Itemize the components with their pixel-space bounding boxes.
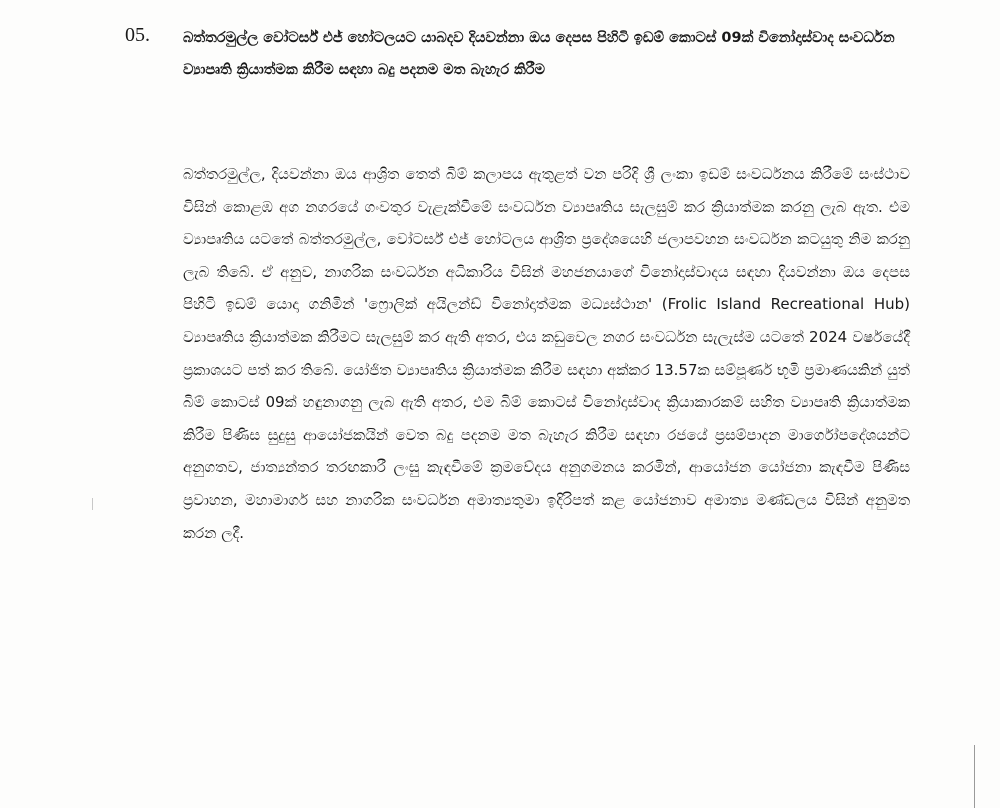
scan-mark: [92, 498, 93, 510]
item-number: 05.: [125, 24, 150, 46]
page-edge-line: [974, 745, 975, 808]
item-heading: බත්තරමුල්ල වෝටර්ස් එජ් හෝටලයට යාබදව දියවන්නා ඔය දෙපස පිහිටි ඉඩම් කොටස් 09ක් විනෝදාස්වාද සංවර්ධන ව්‍යාපෘති ක්‍රියාත්මක කිරීම සඳහා බදු පදනම මත බැහැර කිරීම: [183, 30, 895, 78]
body-paragraph: බත්තරමුල්ල, දියවන්නා ඔය ආශ්‍රිත තෙත් බිම් කලාපය ඇතුළත් වන පරිදි ශ්‍රී ලංකා ඉඩම් සංවර්ධනය කිරීමේ සංස්ථාව විසින් කොළඹ අග නගරයේ ගංවතුර වැළැක්වීමේ සංවර්ධන ව්‍යාපෘතිය සැලසුම් කර ක්‍රියාත්මක කරනු ලැබ ඇත. එම ව්‍යාපෘතිය යටතේ බත්තරමුල්ල, වෝටර්ස් එජ් හෝටලය ආශ්‍රිත ප්‍රදේශයෙහි ජලාපවහන සංවර්ධන කටයුතු නිම කරනු ලැබ තිබේ. ඒ අනුව, නාගරික සංවර්ධන අධිකාරිය විසින් මහජනයාගේ විනෝදාස්වාදය සඳහා දියවන්නා ඔය දෙපස පිහිටි ඉඩම් යොදා ගනිමින් 'ෆ්‍රොලික් අයිලන්ඩ් විනෝදාත්මක මධ්‍යස්ථාන' (Frolic Island Recreational Hub) ව්‍යාපෘතිය ක්‍රියාත්මක කිරීමට සැලසුම් කර ඇති අතර, එය කඩුවෙල නගර සංවර්ධන සැලැස්ම යටතේ 2024 වර්ෂයේදී ප්‍රකාශයට පත් කර තිබේ. යෝජිත ව්‍යාපෘතිය ක්‍රියාත්මක කිරීම සඳහා අක්කර 13.57ක සම්පූර්ණ භූමි ප්‍රමාණයකින් යුත් බිම් කොටස් 09ක් හඳුනාගනු ලැබ ඇති අතර, එම බිම් කොටස් විනෝදාස්වාද ක්‍රියාකාරකම් සහිත ව්‍යාපෘති ක්‍රියාත්මක කිරීම පිණිස සුදුසු ආයෝජකයින් වෙත බදු පදනම මත බැහැර කිරීම සඳහා රජයේ ප්‍රසම්පාදන මාර්ගෝපදේශයන්ට අනුගතව, ජාත්‍යන්තර තරඟකාරී ලංසු කැඳවීමේ ක්‍රමවේදය අනුගමනය කරමින්, ආයෝජන යෝජනා කැඳවීම පිණිස ප්‍රවාහන, මහාමාර්ග සහ නාගරික සංවර්ධන අමාත්‍යතුමා ඉදිරිපත් කළ යෝජනාව අමාත්‍ය මණ්ඩලය විසින් අනුමත කරන ලදී.: [183, 165, 910, 542]
